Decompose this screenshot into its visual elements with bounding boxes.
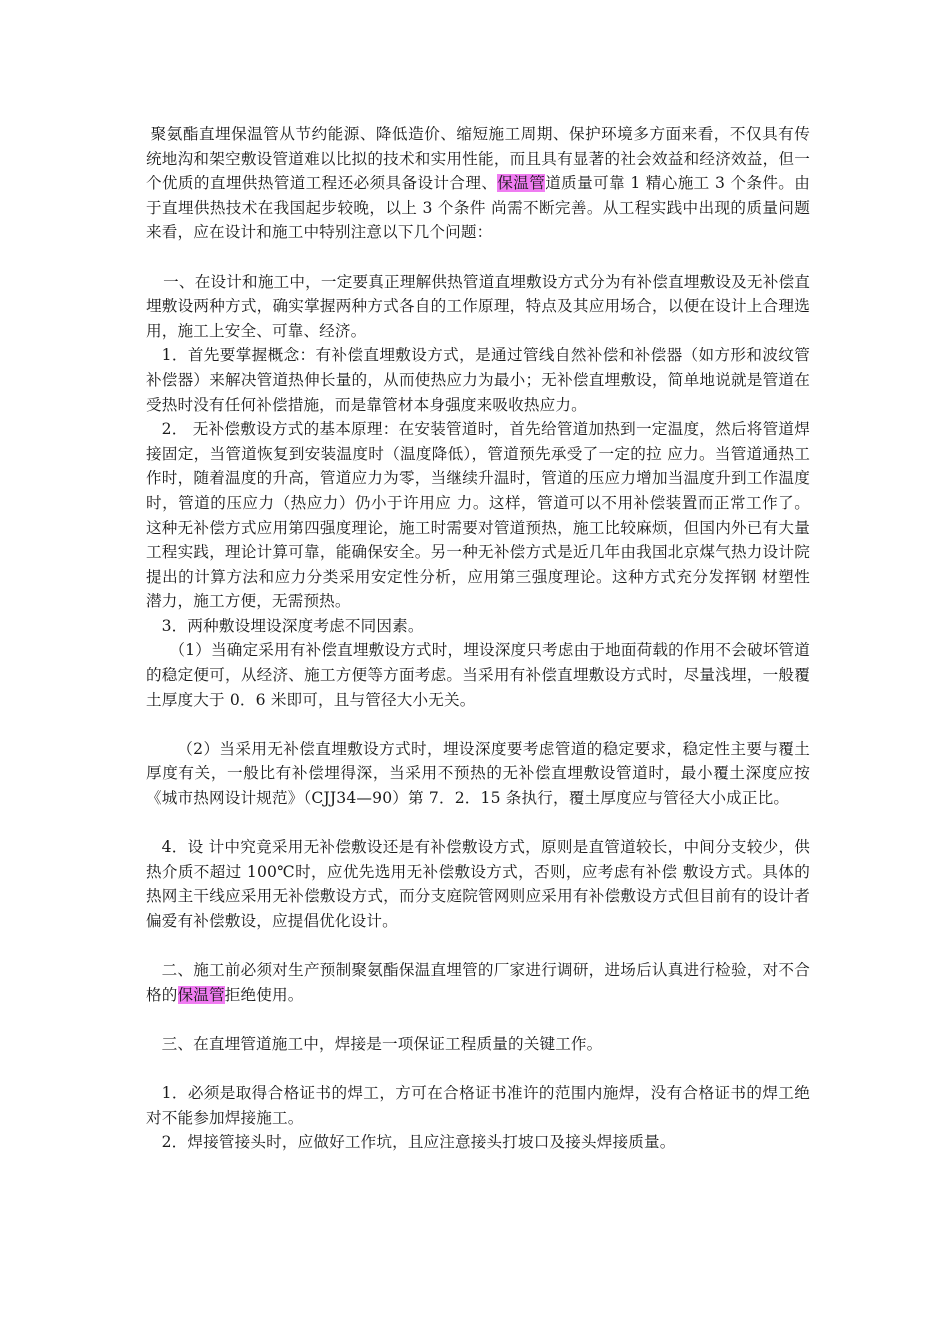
section-2-text-after: 拒绝使用。: [224, 985, 304, 1004]
blank-line: [146, 1007, 810, 1032]
section-1-heading: 一、在设计和施工中，一定要真正理解供热管道直埋敷设方式分为有补偿直埋敷设及无补偿直埋敷设两种方式，确实掌握两种方式各自的工作原理，特点及其应用场合，以便在设计上合理选用，施工上安全、可靠、经济。: [146, 272, 810, 340]
blank-line: [146, 712, 810, 737]
section-1-item-3-sub-2: （2）当采用无补偿直埋敷设方式时，埋设深度要考虑管道的稳定要求，稳定性主要与覆土厚度有关，一般比有补偿埋得深，当采用不预热的无补偿直埋敷设管道时，最小覆土深度应按《城市热网设计规范》（CJJ34—90）第 7．2．15 条执行，覆土厚度应与管径大小成正比。: [146, 739, 810, 808]
section-2-text-before: 二、施工前必须对生产预制聚氨酯保温直埋管的厂家进行调研，进场后认真进行检验，对不合格的: [146, 961, 810, 1004]
section-3-heading: 三、在直埋管道施工中，焊接是一项保证工程质量的关键工作。: [161, 1034, 603, 1053]
section-2-paragraph: [146, 958, 810, 1007]
blank-line: [146, 811, 810, 836]
section-3-item-2: 2．焊接管接头时，应做好工作坑，且应注意接头打坡口及接头焊接质量。: [161, 1133, 676, 1152]
section-1-item-2: 2． 无补偿敷设方式的基本原理：在安装管道时，首先给管道加热到一定温度，然后将管道焊接固定，当管道恢复到安装温度时（温度降低），管道预先承受了一定的拉 应力。当管道通热工作时，随着温度的升高，管道应力为零，当继续升温时，管道的压应力增加当温度升到工作温度时，管道的压应力（热应力）仍小于许用应 力。这样，管道可以不用补偿装置而正常工作了。这种无补偿方式应用第四强度理论，施工时需要对管道预热，施工比较麻烦，但国内外已有大量工程实践，理论计算可靠，能确保安全。另一种无补偿方式是近几年由我国北京煤气热力设计院提出的计算方法和应力分类采用安定性分析，应用第三强度理论。这种方式充分发挥钢 材塑性潜力，施工方便，无需预热。: [146, 420, 810, 611]
section-1-item-4: 4．设 计中究竟采用无补偿敷设还是有补偿敷设方式，原则是直管道较长，中间分支较少，供热介质不超过 100℃时，应优先选用无补偿敷设方式，否则，应考虑有补偿 敷设方式。具体的热网主干线应采用无补偿敷设方式，而分支庭院管网则应采用有补偿敷设方式但目前有的设计者偏爱有补偿敷设，应提倡优化设计。: [146, 838, 810, 930]
document-body: [146, 122, 810, 1155]
section-3-item-1: 1．必须是取得合格证书的焊工，方可在合格证书准许的范围内施焊，没有合格证书的焊工绝对不能参加焊接施工。: [146, 1084, 810, 1127]
blank-line: [146, 1057, 810, 1082]
section-1-item-3-sub-1: （1）当确定采用有补偿直埋敷设方式时，埋设深度只考虑由于地面荷载的作用不会破坏管道的稳定便可，从经济、施工方便等方面考虑。当采用有补偿直埋敷设方式时，尽量浅埋，一般覆土厚度大于 0．6 米即可，且与管径大小无关。: [146, 641, 810, 709]
intro-paragraph: [146, 122, 810, 245]
blank-line: [146, 245, 810, 270]
highlighted-keyword: 保温管: [177, 985, 225, 1004]
highlighted-keyword: 保温管: [497, 174, 546, 193]
section-1-item-1: 1．首先要掌握概念：有补偿直埋敷设方式，是通过管线自然补偿和补偿器（如方形和波纹管补偿器）来解决管道热伸长量的，从而使热应力为最小；无补偿直埋敷设，简单地说就是管道在受热时没有任何补偿措施，而是靠管材本身强度来吸收热应力。: [146, 346, 810, 414]
intro-text-before: 聚氨酯直埋保温管从节约能源、降低造价、缩短施工周期、保护环境多方面来看，不仅具有传统地沟和架空敷设管道难以比拟的技术和实用性能，而且具有显著的社会效益和经济效益，但一个优质的直埋供热管道工程还必须具备设计合理、: [146, 125, 810, 193]
blank-line: [146, 934, 810, 959]
intro-text-after: 道质量可靠 1 精心施工 3 个条件。由于直埋供热技术在我国起步较晚，以上 3 个条件 尚需不断完善。从工程实践中出现的质量问题来看，应在设计和施工中特别注意以下几个问题：: [146, 174, 810, 242]
section-1-item-3: 3．两种敷设埋设深度考虑不同因素。: [161, 616, 424, 635]
